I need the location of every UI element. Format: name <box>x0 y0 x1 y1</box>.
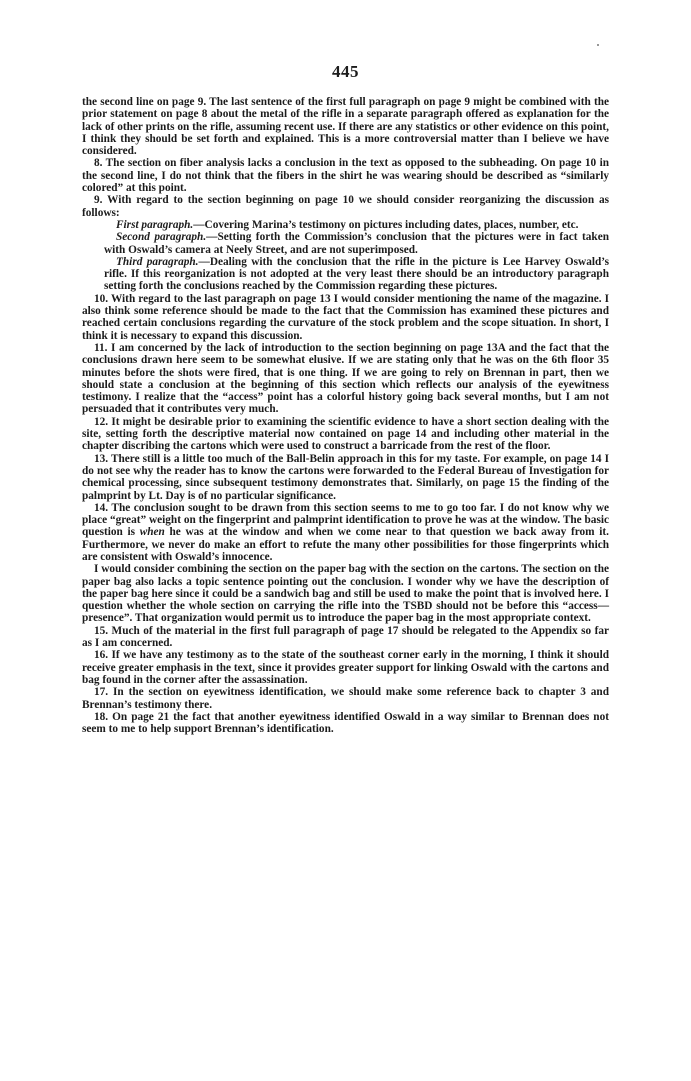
paragraph-item-16: 16. If we have any testimony as to the state of the southeast corner early in the morning, I think it should receive greater emphasis in the text, since it provides greater support for linking Oswald with the cartons and bag found in the corner after the assassination. <box>82 649 609 686</box>
paragraph-item-13: 13. There still is a little too much of the Ball-Belin approach in this for my taste. For example, on page 14 I do not see why the reader has to know the cartons were forwarded to the Federal Bureau of Investigation for chemical processing, since subsequent testimony demonstrates that. Similarly, on page 15 the finding of the palmprint by Lt. Day is of no particular significance. <box>82 452 609 502</box>
paragraph-item-12: 12. It might be desirable prior to examining the scientific evidence to have a short section dealing with the site, setting forth the descriptive material now contained on page 14 and including other material in the chapter discribing the cartons which were used to construct a barricade from the rest of the floor. <box>82 415 609 453</box>
scan-speck <box>597 44 599 46</box>
paragraph-item-14: 14. The conclusion sought to be drawn from this section seems to me to go too far. I do not know why we place “great” weight on the fingerprint and palmprint identification to prove he was at the window. The basic question is when he was at the window and when we come near to that question we back away from it. Furthermore, we never do make an effort to refute the many other possibilities for those fingerprints which are consistent with Oswald’s innocence. <box>82 501 609 563</box>
subparagraph-text: —Dealing with the conclusion that the rifle in the picture is Lee Harvey Oswald’s rifle. If this reorganization is not adopted at the very least there should be an introductory paragraph setting forth the conclusions reached by the Commission regarding these pictures. <box>104 255 609 293</box>
subparagraph-second <box>82 231 609 256</box>
document-body <box>82 96 609 735</box>
page-number: 445 <box>332 62 359 81</box>
subparagraph-lead: Third paragraph. <box>116 255 199 268</box>
subparagraph-first <box>82 219 609 231</box>
subparagraph-text: —Setting forth the Commission’s conclusion that the pictures were in fact taken with Oswald’s camera at Neely Street, and are not superimposed. <box>104 231 609 256</box>
paragraph-item-10: 10. With regard to the last paragraph on page 13 I would consider mentioning the name of the magazine. I also think some reference should be made to the fact that the Commission has examined these pictures and reached certain conclusions regarding the curvature of the stock problem and the scope situation. In short, I think it is necessary to expand this discussion. <box>82 292 609 342</box>
subparagraph-third <box>82 256 609 293</box>
subparagraph-text: —Covering Marina’s testimony on pictures including dates, places, number, etc. <box>193 218 579 231</box>
paragraph-item-18: 18. On page 21 the fact that another eyewitness identified Oswald in a way similar to Brennan does not seem to me to help support Brennan’s identification. <box>82 710 609 736</box>
subparagraph-lead: First paragraph. <box>116 218 194 231</box>
subparagraph-lead: Second paragraph. <box>116 231 207 244</box>
paragraph-item-15: 15. Much of the material in the first full paragraph of page 17 should be relegated to the Appendix so far as I am concerned. <box>82 624 609 650</box>
paragraph-item-14-continued: I would consider combining the section on the paper bag with the section on the cartons. The section on the paper bag also lacks a topic sentence pointing out the conclusion. I wonder why we have the description of the paper bag here since it could be a sandwich bag and still be used to make the point that is involved here. I question whether the whole section on carrying the rifle into the TSBD should not be before this “access—presence”. That organization would permit us to introduce the paper bag in the most appropriate context. <box>82 563 609 625</box>
paragraph-item-11: 11. I am concerned by the lack of introduction to the section beginning on page 13A and the fact that the conclusions drawn here seem to be somewhat elusive. If we are stating only that he was on the 6th floor 35 minutes before the shots were fired, that is one thing. If we are going to rely on Brennan in part, then we should state a conclusion at the beginning of this section which reflects our analysis of the eyewitness testimony. I realize that the “access” point has a colorful history going back several months, but I am not persuaded that it contributes very much. <box>82 341 609 416</box>
paragraph-item-9: 9. With regard to the section beginning on page 10 we should consider reorganizing the discussion as follows: <box>82 194 609 219</box>
paragraph-continuation: the second line on page 9. The last sentence of the first full paragraph on page 9 might be combined with the prior statement on page 8 about the metal of the rifle in a separate paragraph offered as explanation for the lack of other prints on the rifle, assuming recent use. If there are any statistics or other evidence on this point, I think they should be set forth and explained. This is a more controversial matter than I believe we have considered. <box>82 96 609 158</box>
paragraph-item-17: 17. In the section on eyewitness identification, we should make some reference back to chapter 3 and Brennan’s testimony there. <box>82 686 609 711</box>
emphasis-when: when <box>139 526 165 539</box>
paragraph-item-8: 8. The section on fiber analysis lacks a conclusion in the text as opposed to the subheading. On page 10 in the second line, I do not think that the fibers in the shirt he was wearing should be described as “similarly colored” at this point. <box>82 157 609 195</box>
